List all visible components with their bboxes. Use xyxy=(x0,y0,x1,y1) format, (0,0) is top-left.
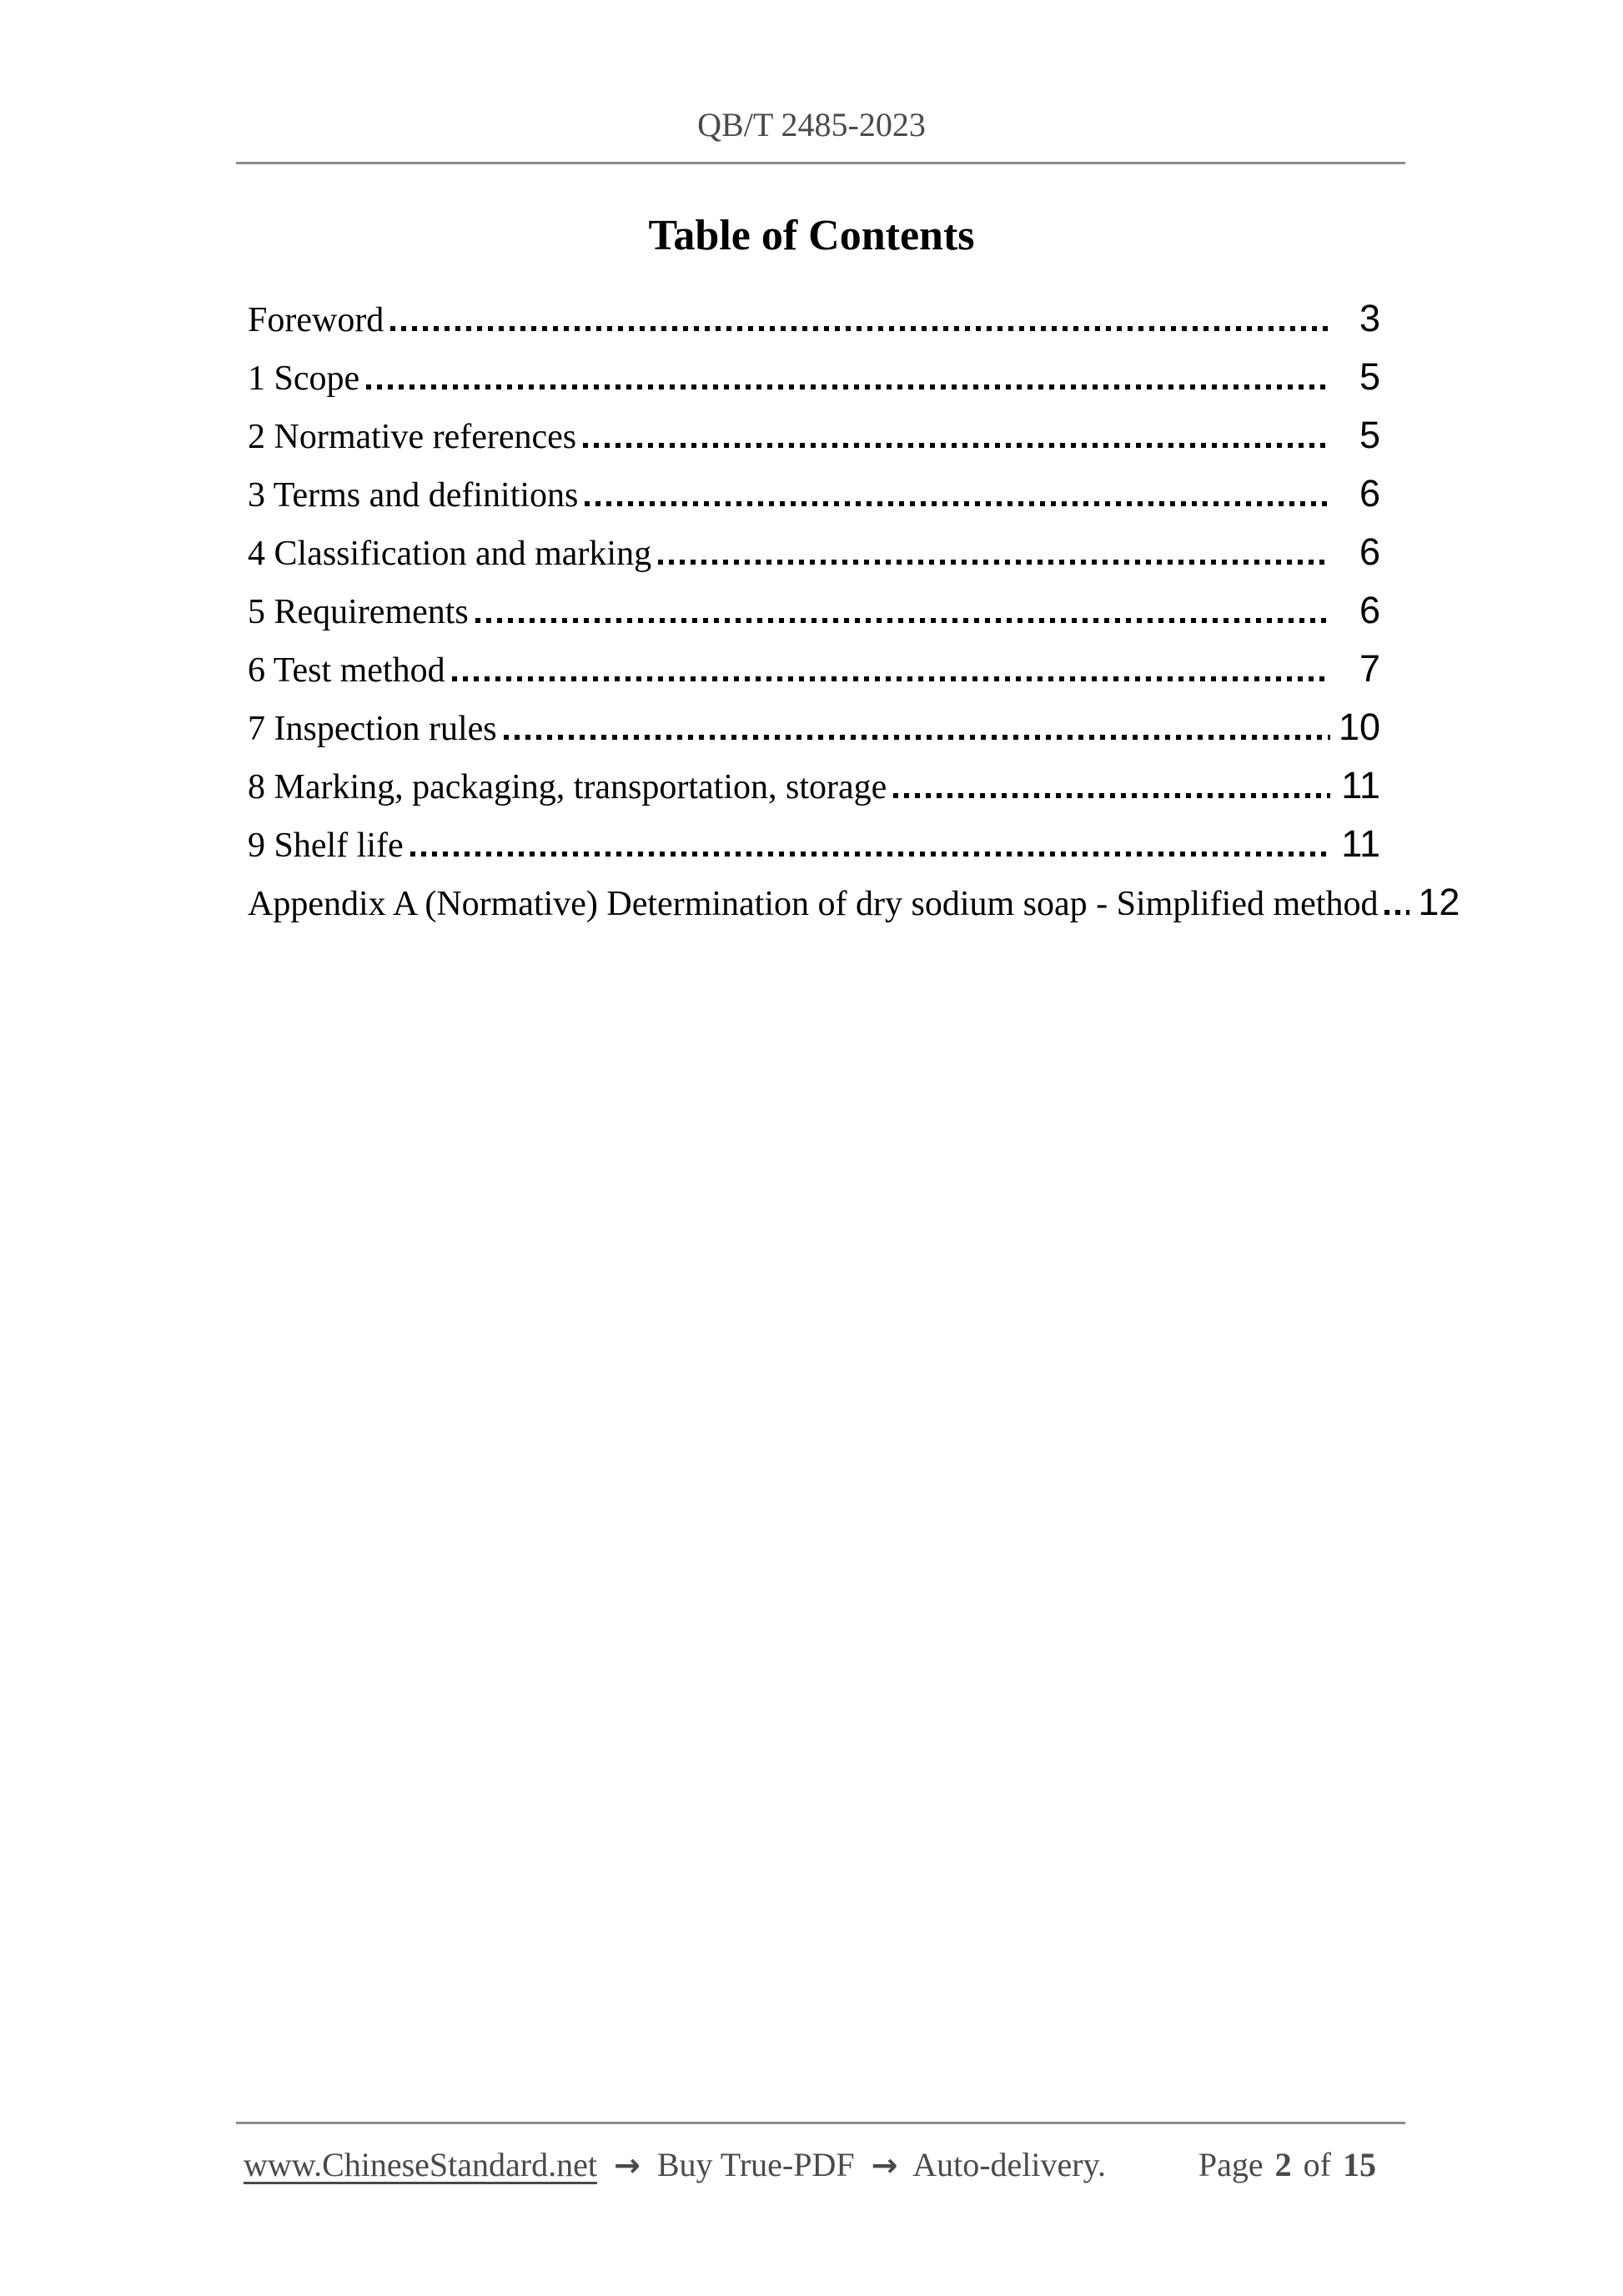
toc-entry xyxy=(248,873,1460,932)
toc-entry-page: 11 xyxy=(1341,822,1380,865)
toc-entry-label: 2 Normative references xyxy=(248,418,577,456)
toc-entry xyxy=(248,406,1380,465)
toc-entry-label: Appendix A (Normative) Determination of dry sodium soap - Simplified method xyxy=(248,885,1379,923)
toc-entry-page: 6 xyxy=(1359,530,1380,573)
toc-entry-page: 7 xyxy=(1359,647,1380,690)
toc-entry xyxy=(248,465,1380,523)
toc-dot-leader xyxy=(583,443,1330,448)
toc-entry xyxy=(248,289,1380,348)
toc-entry xyxy=(248,640,1380,698)
doc-code: QB/T 2485-2023 xyxy=(697,106,926,143)
toc-entry xyxy=(248,815,1380,873)
toc-dot-leader xyxy=(390,326,1330,331)
toc-entry-page: 3 xyxy=(1359,297,1380,339)
toc-entry xyxy=(248,698,1380,756)
arrow-icon: → xyxy=(871,2147,898,2183)
toc-dot-leader xyxy=(475,618,1330,623)
total-page-number: 15 xyxy=(1343,2146,1376,2183)
arrow-icon: → xyxy=(613,2147,641,2183)
page-indicator xyxy=(1187,2148,1376,2182)
toc-entry-label: 7 Inspection rules xyxy=(248,710,497,748)
toc-entry-page: 10 xyxy=(1338,706,1380,748)
toc-entry-label: 4 Classification and marking xyxy=(248,535,652,573)
toc-entry-page: 5 xyxy=(1359,414,1380,456)
toc-dot-leader xyxy=(658,560,1330,565)
toc-dot-leader xyxy=(504,735,1330,740)
toc-entry-page: 6 xyxy=(1359,472,1380,515)
footer-rule xyxy=(236,2122,1405,2124)
toc-entry-page: 11 xyxy=(1341,764,1380,806)
toc-entry-page: 6 xyxy=(1359,589,1380,631)
toc-entry-label: 1 Scope xyxy=(248,359,360,398)
footer-buy-text: Buy True-PDF xyxy=(656,2146,855,2183)
toc-entry xyxy=(248,348,1380,406)
toc-list xyxy=(248,289,1460,932)
toc-entry-label: 5 Requirements xyxy=(248,593,469,631)
toc-entry-label: 3 Terms and definitions xyxy=(248,476,579,515)
site-link[interactable]: www.ChineseStandard.net xyxy=(244,2146,597,2183)
toc-dot-leader xyxy=(1384,910,1409,915)
toc-entry-label: 9 Shelf life xyxy=(248,826,404,865)
toc-entry-label: 8 Marking, packaging, transportation, storage xyxy=(248,768,887,806)
footer-delivery-text: Auto-delivery. xyxy=(912,2146,1107,2183)
toc-entry xyxy=(248,756,1380,815)
toc-entry xyxy=(248,523,1380,581)
toc-entry-page: 5 xyxy=(1359,355,1380,398)
current-page-number: 2 xyxy=(1274,2146,1292,2183)
footer-left xyxy=(244,2148,1114,2182)
page-title: Table of Contents xyxy=(648,212,975,259)
toc-entry xyxy=(248,581,1380,640)
toc-entry-label: Foreword xyxy=(248,301,384,339)
toc-entry-page: 12 xyxy=(1418,881,1460,923)
document-footer xyxy=(244,2148,1376,2182)
of-word: of xyxy=(1303,2146,1331,2183)
toc-dot-leader xyxy=(893,793,1330,798)
toc-entry-label: 6 Test method xyxy=(248,651,445,690)
header-rule xyxy=(236,162,1405,164)
toc-dot-leader xyxy=(410,852,1330,857)
toc-dot-leader xyxy=(585,501,1330,506)
page-word: Page xyxy=(1198,2146,1264,2183)
toc-dot-leader xyxy=(366,384,1330,389)
toc-dot-leader xyxy=(452,676,1330,681)
